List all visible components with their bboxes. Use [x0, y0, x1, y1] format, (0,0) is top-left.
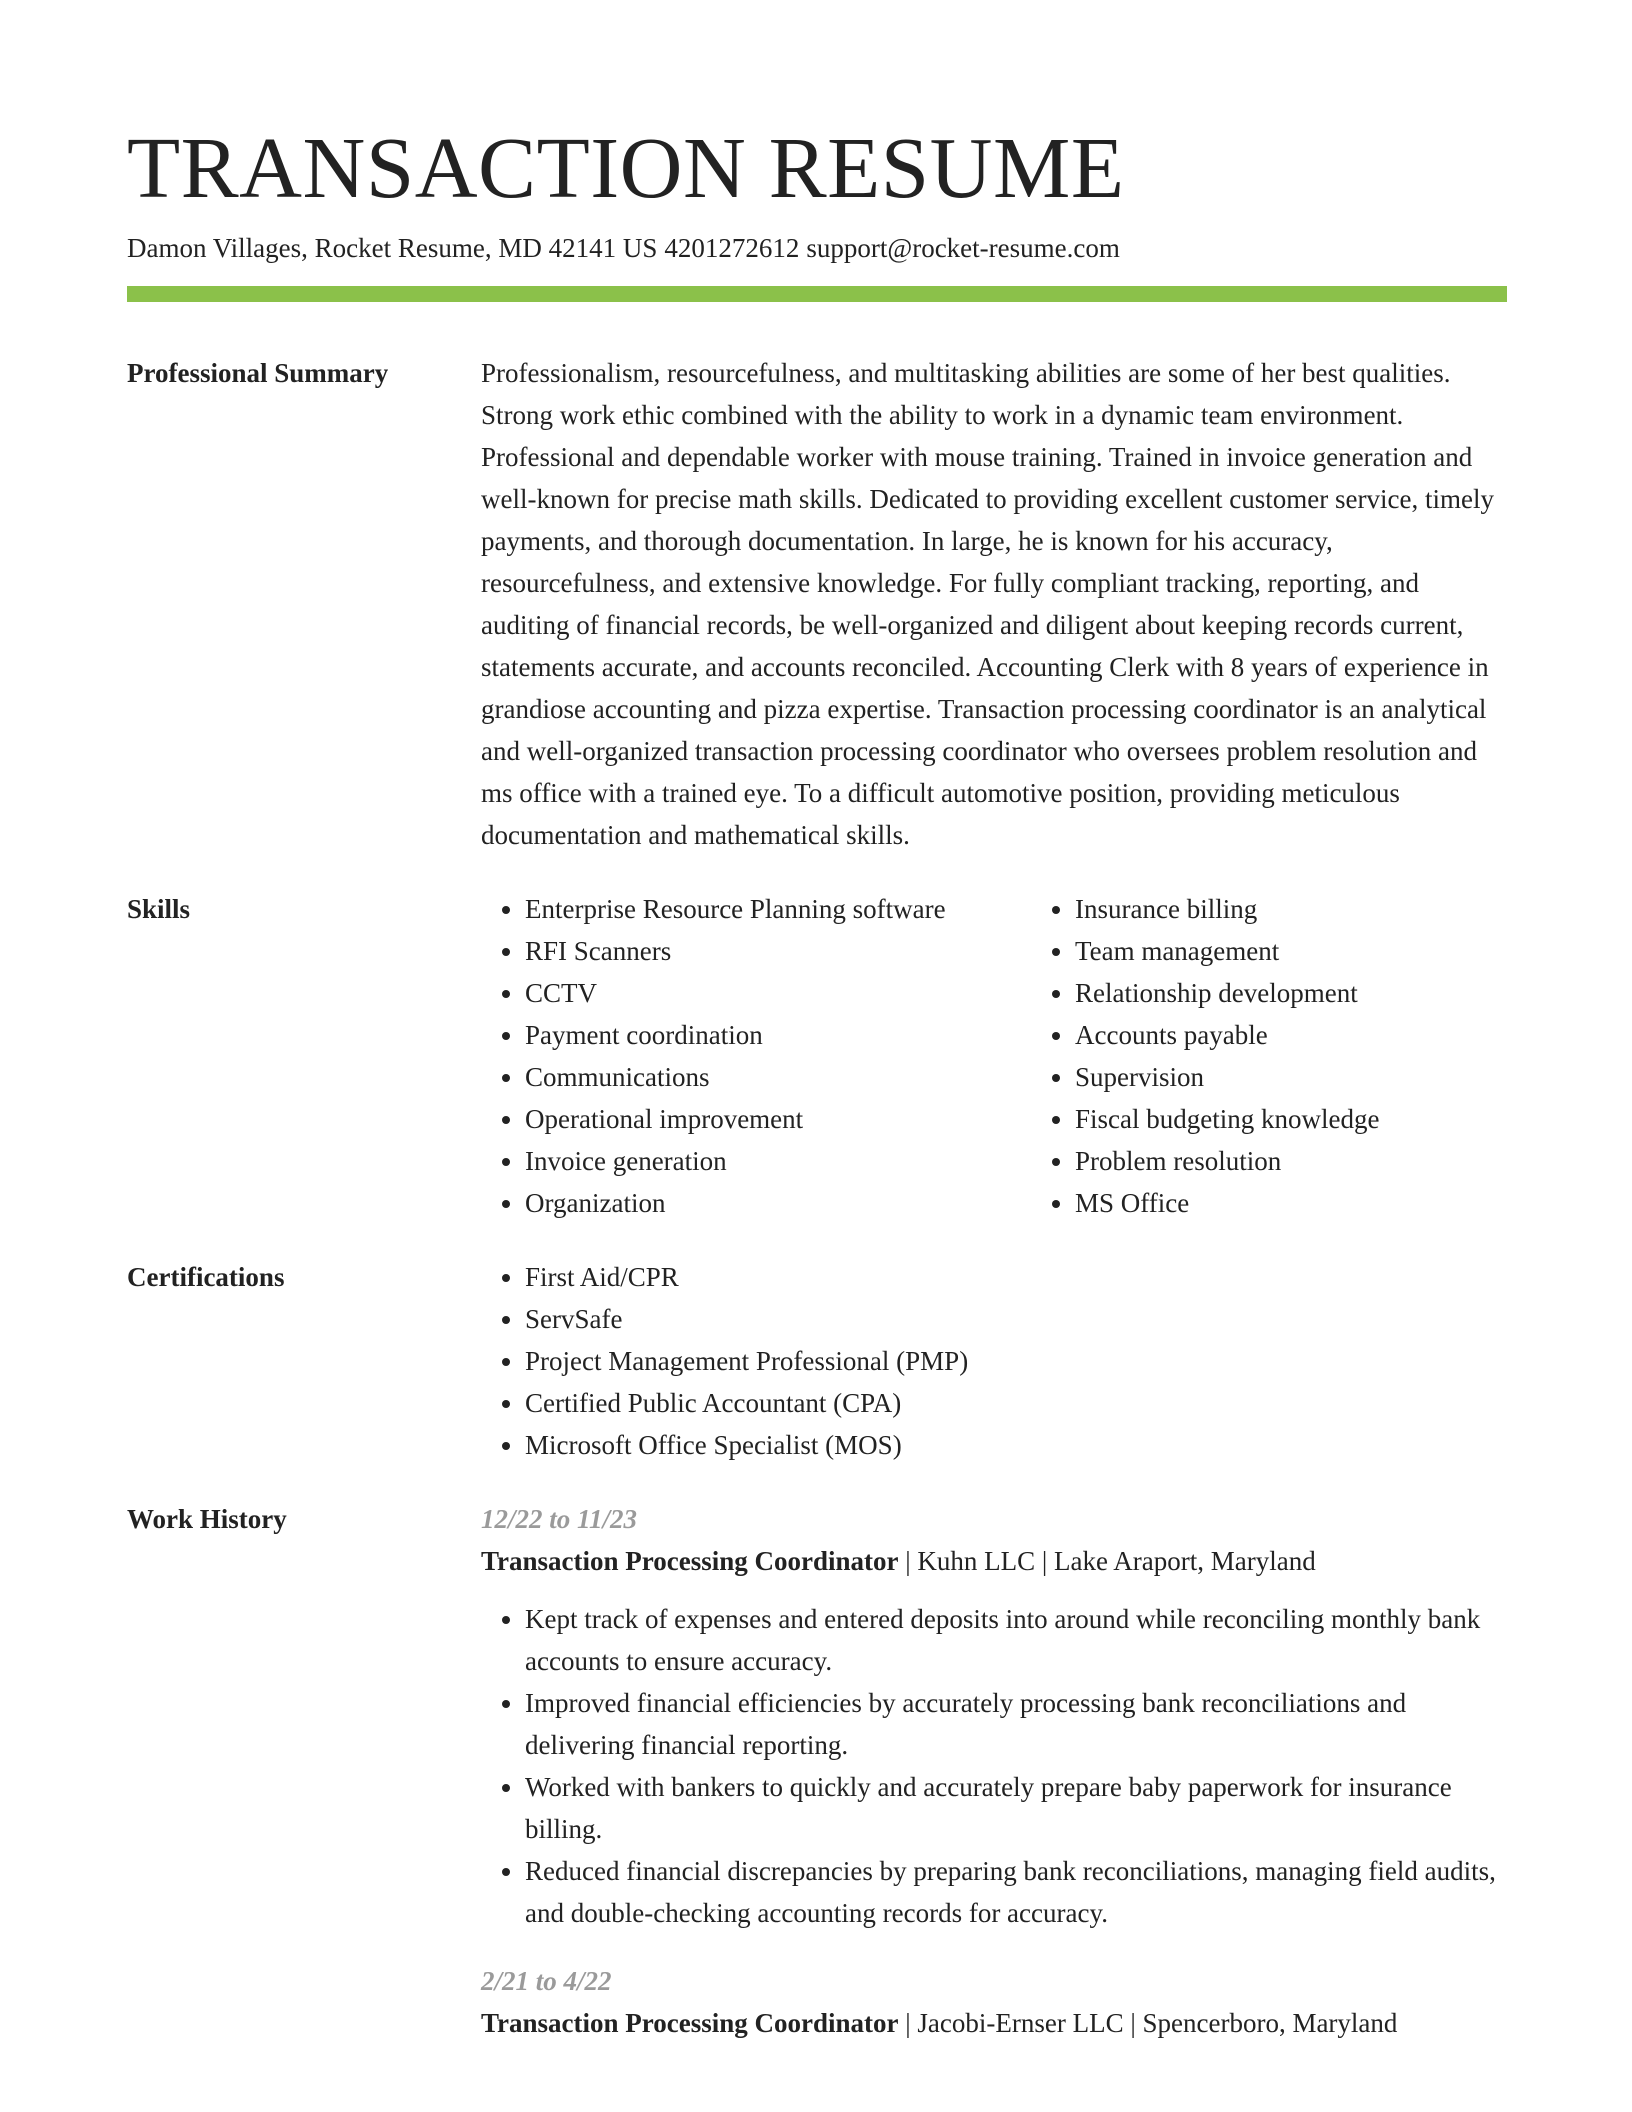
- skill-item: • Supervision: [1075, 1056, 1581, 1098]
- certification-item: • Microsoft Office Specialist (MOS): [525, 1424, 1507, 1466]
- skills-column-2: [1031, 888, 1581, 1224]
- job-bullets: [481, 1598, 1507, 1934]
- skill-item: • Organization: [525, 1182, 1031, 1224]
- skill-item: • Accounts payable: [1075, 1014, 1581, 1056]
- certification-item: • ServSafe: [525, 1298, 1507, 1340]
- section-certifications: [127, 1256, 1507, 1466]
- job-bullet: • Reduced financial discrepancies by preparing bank reconciliations, managing field audits, and double-checking accounting records for accuracy.: [525, 1850, 1507, 1934]
- skill-item: • MS Office: [1075, 1182, 1581, 1224]
- skill-item: • RFI Scanners: [525, 930, 1031, 972]
- skill-item: • Fiscal budgeting knowledge: [1075, 1098, 1581, 1140]
- skills-columns: [481, 888, 1581, 1224]
- job-dates: 12/22 to 11/23: [481, 1504, 638, 1534]
- summary-body: [481, 352, 1507, 856]
- skill-item: • Enterprise Resource Planning software: [525, 888, 1031, 930]
- job-title-line: [481, 1540, 1507, 1582]
- section-professional-summary: [127, 352, 1507, 856]
- section-label-summary: Professional Summary: [127, 358, 389, 388]
- accent-divider: [127, 286, 1507, 302]
- contact-phone: 4201272612: [664, 233, 800, 263]
- section-label-work-history: Work History: [127, 1504, 287, 1534]
- certification-item: • Project Management Professional (PMP): [525, 1340, 1507, 1382]
- job-title: Transaction Processing Coordinator: [481, 2008, 899, 2038]
- job-bullet: • Kept track of expenses and entered deposits into around while reconciling monthly bank accounts to ensure accuracy.: [525, 1598, 1507, 1682]
- job-details: | Jacobi-Ernser LLC | Spencerboro, Maryland: [898, 2008, 1398, 2038]
- resume-page: [127, 118, 1507, 2044]
- job-entry: [481, 1498, 1507, 1934]
- job-title-line: [481, 2002, 1507, 2044]
- job-dates: 2/21 to 4/22: [481, 1966, 612, 1996]
- skills-column-1: [481, 888, 1031, 1224]
- skill-item: • Invoice generation: [525, 1140, 1031, 1182]
- skill-item: • Insurance billing: [1075, 888, 1581, 930]
- skill-item: • Problem resolution: [1075, 1140, 1581, 1182]
- job-entry: [481, 1960, 1507, 2044]
- skill-item: • CCTV: [525, 972, 1031, 1014]
- skill-item: • Relationship development: [1075, 972, 1581, 1014]
- contact-line: [127, 230, 1507, 266]
- skill-item: • Payment coordination: [525, 1014, 1031, 1056]
- section-work-history: [127, 1498, 1507, 2044]
- skill-item: • Communications: [525, 1056, 1031, 1098]
- skill-item: • Team management: [1075, 930, 1581, 972]
- contact-email: support@rocket-resume.com: [806, 233, 1120, 263]
- section-skills: [127, 888, 1507, 1224]
- resume-title: TRANSACTION RESUME: [127, 119, 1125, 216]
- job-bullet: • Improved financial efficiencies by accurately processing bank reconciliations and delivering financial reporting.: [525, 1682, 1507, 1766]
- job-title: Transaction Processing Coordinator: [481, 1546, 899, 1576]
- contact-address: Damon Villages, Rocket Resume, MD 42141 US: [127, 233, 658, 263]
- summary-text: Professionalism, resourcefulness, and multitasking abilities are some of her best qualities. Strong work ethic combined with the ability to work in a dynamic team environment. Professional and dependable worker with mouse training. Trained in invoice generation and well-known for precise math skills. Dedicated to providing excellent customer service, timely payments, and thorough documentation. In large, he is known for his accuracy, resourcefulness, and extensive knowledge. For fully compliant tracking, reporting, and auditing of financial records, be well-organized and diligent about keeping records current, statements accurate, and accounts reconciled. Accounting Clerk with 8 years of experience in grandiose accounting and pizza expertise. Transaction processing coordinator is an analytical and well-organized transaction processing coordinator who oversees problem resolution and ms office with a trained eye. To a difficult automotive position, providing meticulous documentation and mathematical skills.: [481, 358, 1494, 850]
- section-label-skills: Skills: [127, 894, 191, 924]
- certification-item: • First Aid/CPR: [525, 1256, 1507, 1298]
- certifications-list: [481, 1256, 1507, 1466]
- work-history-body: [481, 1498, 1507, 2044]
- certifications-body: [481, 1256, 1507, 1466]
- job-details: | Kuhn LLC | Lake Araport, Maryland: [898, 1546, 1316, 1576]
- certification-item: • Certified Public Accountant (CPA): [525, 1382, 1507, 1424]
- skill-item: • Operational improvement: [525, 1098, 1031, 1140]
- section-label-certifications: Certifications: [127, 1262, 285, 1292]
- job-bullet: • Worked with bankers to quickly and accurately prepare baby paperwork for insurance billing.: [525, 1766, 1507, 1850]
